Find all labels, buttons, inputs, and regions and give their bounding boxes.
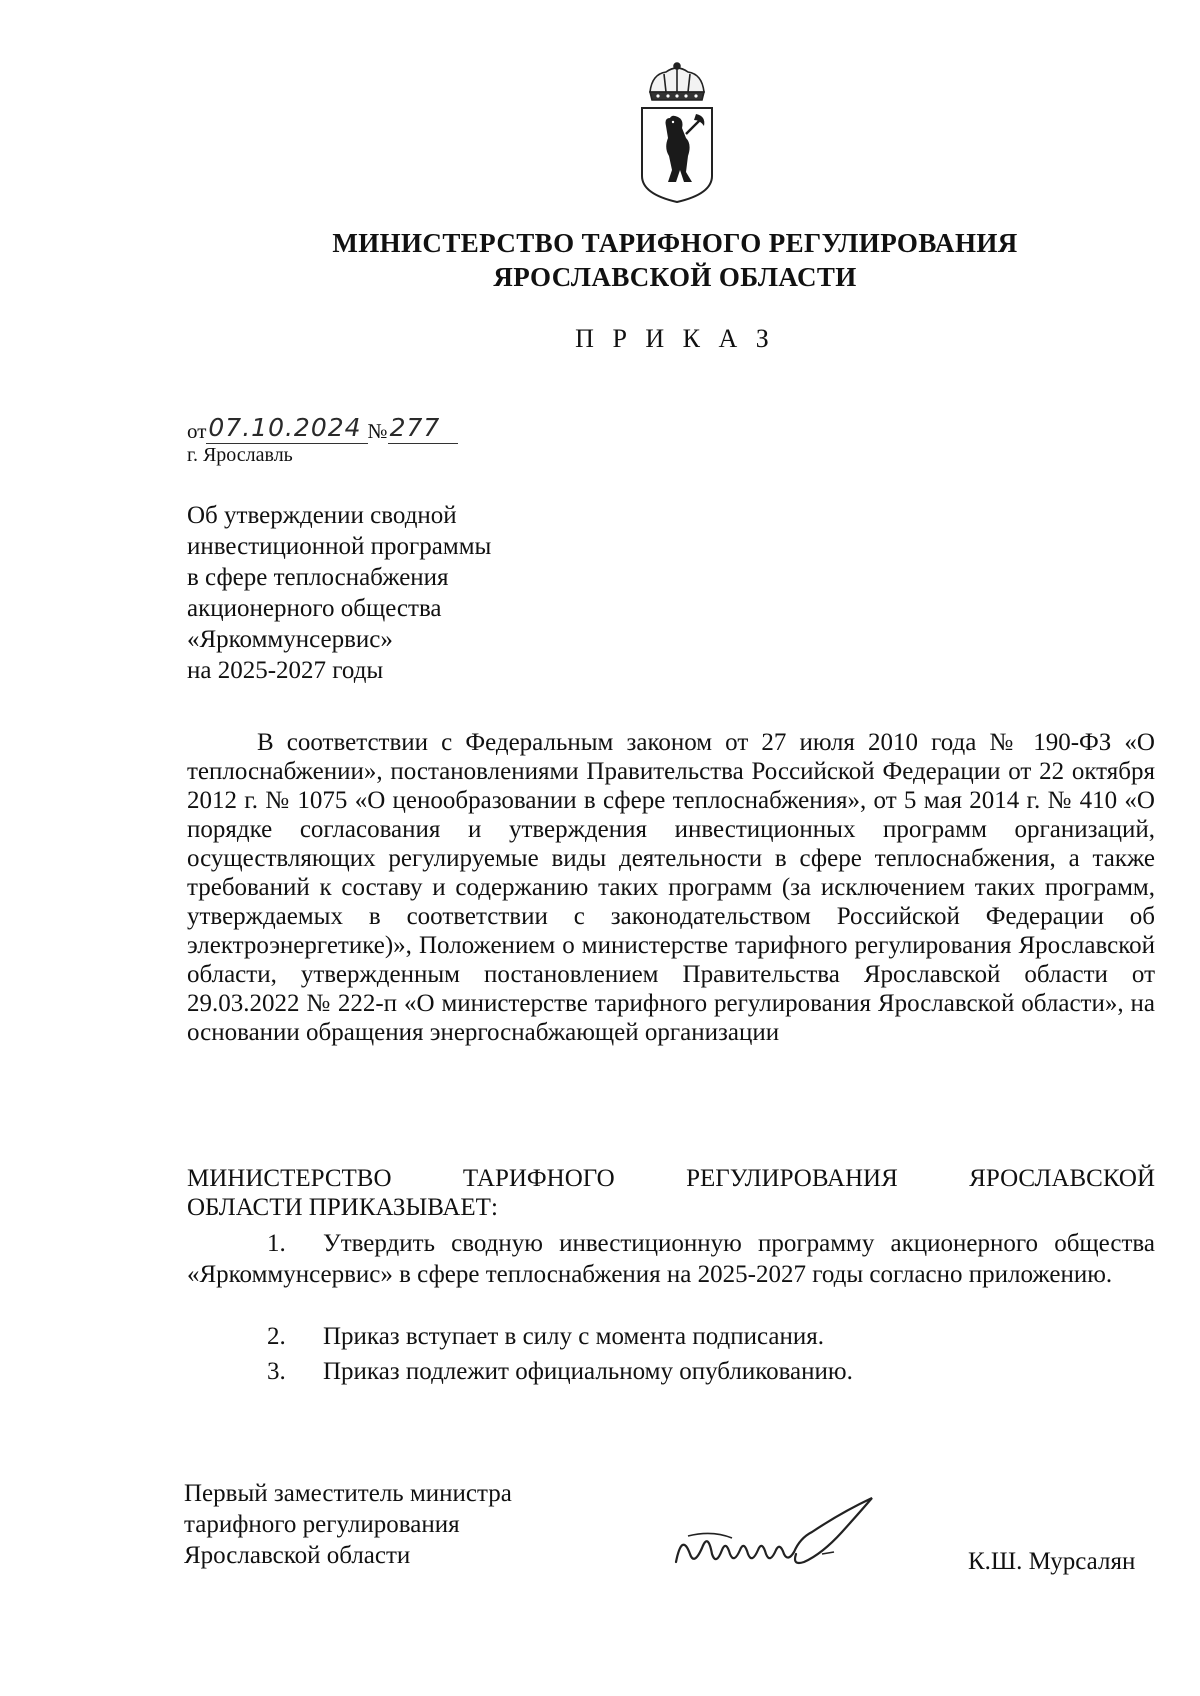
- ministry-name-line2: ЯРОСЛАВСКОЙ ОБЛАСТИ: [493, 262, 857, 292]
- order-item-number: 1.: [267, 1230, 286, 1257]
- order-heading-line2: ОБЛАСТИ ПРИКАЗЫВАЕТ:: [187, 1194, 498, 1221]
- handwritten-number: 277: [388, 413, 459, 444]
- subject-line: Об утверждении сводной: [187, 502, 457, 529]
- coat-of-arms-emblem: [636, 60, 718, 206]
- order-item: [187, 1356, 1155, 1387]
- order-heading-line1: МИНИСТЕРСТВО ТАРИФНОГО РЕГУЛИРОВАНИЯ ЯРОСЛАВСКОЙ: [187, 1165, 1155, 1192]
- subject-line: «Яркоммунсервис»: [187, 626, 393, 653]
- document-subject: [187, 500, 491, 686]
- signatory-position-line: тарифного регулирования: [184, 1511, 460, 1538]
- order-item-number: 3.: [267, 1358, 286, 1385]
- ministry-name-line1: МИНИСТЕРСТВО ТАРИФНОГО РЕГУЛИРОВАНИЯ: [332, 228, 1018, 258]
- document-type-title: П Р И К А З: [575, 324, 775, 353]
- handwritten-signature: [672, 1492, 912, 1574]
- handwritten-date: 07.10.2024: [206, 413, 367, 444]
- subject-line: в сфере теплоснабжения: [187, 564, 449, 591]
- number-prefix: №: [367, 419, 388, 443]
- signatory-name: К.Ш. Мурсалян: [968, 1548, 1136, 1575]
- signatory-position-line: Первый заместитель министра: [184, 1480, 512, 1507]
- order-item-text: Утвердить сводную инвестиционную программу акционерного общества «Яркоммунсервис» в сфере теплоснабжения на 2025-2027 годы согласно приложению.: [187, 1230, 1155, 1288]
- preamble-paragraph: В соответствии с Федеральным законом от 27 июля 2010 года № 190-ФЗ «О теплоснабжении», постановлениями Правительства Российской Федерации от 22 октября 2012 г. № 1075 «О ценообразовании в сфере теплоснабжения», от 5 мая 2014 г. № 410 «О порядке согласования и утверждения инвестиционных программ организаций, осуществляющих регулируемые виды деятельности в сфере теплоснабжения, а также требований к составу и содержанию таких программ (за исключением таких программ, утверждаемых в соответствии с законодательством Российской Федерации об электроэнергетике)», Положением о министерстве тарифного регулирования Ярославской области, утвержденным постановлением Правительства Ярославской области от 29.03.2022 № 222-п «О министерстве тарифного регулирования Ярославской области», на основании обращения энергоснабжающей организации: [187, 729, 1155, 1046]
- signatory-position-line: Ярославской области: [184, 1542, 411, 1569]
- order-item: [187, 1228, 1155, 1290]
- subject-line: акционерного общества: [187, 595, 442, 622]
- date-number-line: [187, 410, 458, 444]
- order-item-text: Приказ подлежит официальному опубликованию.: [323, 1358, 853, 1385]
- order-item: [187, 1321, 1155, 1352]
- signatory-position: [184, 1478, 512, 1571]
- city-name: г. Ярославль: [187, 444, 293, 466]
- subject-line: на 2025-2027 годы: [187, 657, 384, 684]
- subject-line: инвестиционной программы: [187, 533, 492, 560]
- order-item-number: 2.: [267, 1323, 286, 1350]
- date-prefix: от: [187, 419, 207, 443]
- order-item-text: Приказ вступает в силу с момента подписания.: [323, 1323, 824, 1350]
